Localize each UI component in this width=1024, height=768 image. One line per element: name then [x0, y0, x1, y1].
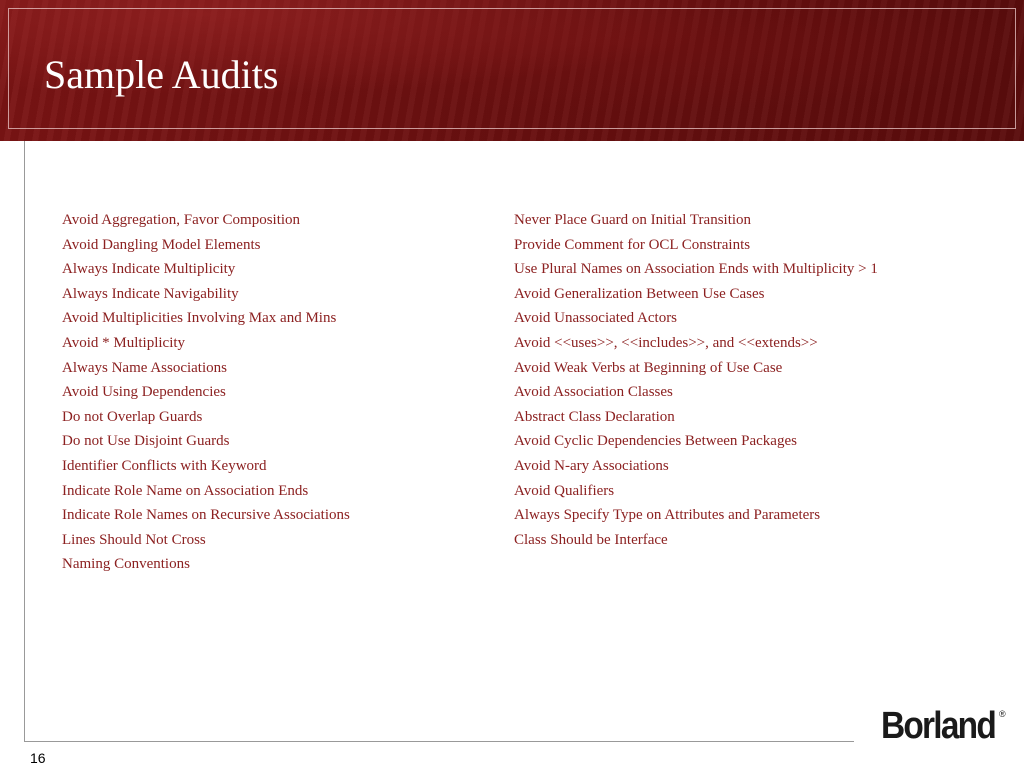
list-item: Avoid * Multiplicity [62, 334, 186, 351]
slide-title: Sample Audits [44, 52, 279, 97]
registered-mark: ® [999, 709, 1006, 719]
list-item: Avoid Generalization Between Use Cases [514, 285, 765, 302]
list-item: Use Plural Names on Association Ends with Multiplicity > 1 [514, 261, 878, 278]
list-item: Always Name Associations [62, 359, 227, 376]
list-item: Always Indicate Navigability [62, 285, 239, 302]
list-item: Avoid Weak Verbs at Beginning of Use Case [514, 359, 783, 376]
audit-list-right [514, 208, 878, 552]
list-item: Class Should be Interface [514, 531, 668, 548]
list-item: Lines Should Not Cross [62, 531, 206, 548]
page-number: 16 [30, 750, 46, 766]
list-item: Avoid Using Dependencies [62, 384, 226, 401]
list-item: Provide Comment for OCL Constraints [514, 236, 751, 253]
list-item: Always Indicate Multiplicity [62, 261, 236, 278]
list-item: Indicate Role Names on Recursive Associations [62, 507, 350, 524]
list-item: Avoid Association Classes [514, 384, 673, 401]
bottom-rule [24, 741, 854, 742]
list-item: Do not Use Disjoint Guards [62, 433, 230, 450]
title-banner [0, 0, 1024, 141]
list-item: Indicate Role Name on Association Ends [62, 482, 309, 499]
list-item: Avoid N-ary Associations [514, 457, 669, 474]
list-item: Naming Conventions [62, 556, 190, 573]
list-item: Never Place Guard on Initial Transition [514, 212, 752, 228]
list-item: Avoid Cyclic Dependencies Between Packages [514, 433, 797, 450]
list-item: Always Specify Type on Attributes and Parameters [514, 507, 821, 524]
list-item: Avoid Aggregation, Favor Composition [62, 212, 301, 228]
list-item: Identifier Conflicts with Keyword [62, 457, 267, 474]
list-item: Avoid <<uses>>, <<includes>>, and <<extends>> [514, 334, 818, 351]
borland-logo: Borland [881, 705, 996, 747]
audit-list-left [62, 208, 350, 577]
list-item: Avoid Multiplicities Involving Max and Mins [62, 310, 337, 327]
left-rule [24, 141, 25, 742]
list-item: Avoid Unassociated Actors [514, 310, 678, 327]
list-item: Do not Overlap Guards [62, 408, 203, 425]
list-item: Avoid Qualifiers [514, 482, 615, 499]
list-item: Avoid Dangling Model Elements [62, 236, 261, 253]
list-item: Abstract Class Declaration [514, 408, 675, 425]
